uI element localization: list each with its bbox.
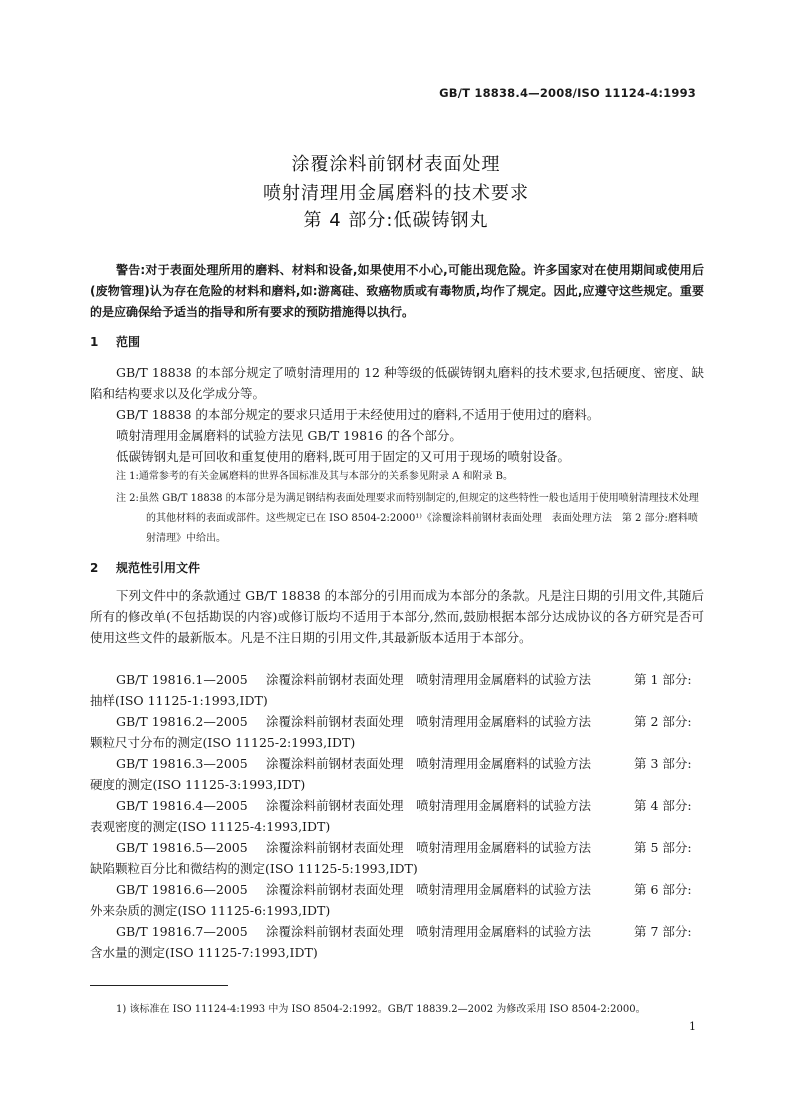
reference-part: 第 2 部分: [634, 714, 692, 729]
reference-part: 第 6 部分: [634, 882, 692, 897]
reference-item [116, 838, 704, 856]
reference-item [116, 880, 704, 898]
reference-subtitle: 颗粒尺寸分布的测定(ISO 11125-2:1993,IDT) [90, 735, 356, 750]
section-2-heading [90, 559, 200, 576]
reference-part: 第 7 部分: [634, 924, 692, 939]
reference-title: 涂覆涂料前钢材表面处理 喷射清理用金属磨料的试验方法 [266, 840, 592, 855]
reference-item [116, 712, 704, 730]
reference-title: 涂覆涂料前钢材表面处理 喷射清理用金属磨料的试验方法 [266, 882, 592, 897]
section-2-number: 2 [90, 561, 99, 575]
scope-note-1: 注 1:通常参考的有关金属磨料的世界各国标准及其与本部分的关系参见附录 A 和附录 B。 [116, 471, 514, 482]
reference-code: GB/T 19816.1—2005 [116, 672, 248, 687]
reference-item [116, 796, 704, 814]
reference-subtitle: 缺陷颗粒百分比和微结构的测定(ISO 11125-5:1993,IDT) [90, 861, 418, 876]
reference-code: GB/T 19816.7—2005 [116, 924, 248, 939]
reference-item [116, 922, 704, 940]
reference-code: GB/T 19816.6—2005 [116, 882, 248, 897]
scope-paragraph-4: 低碳铸钢丸是可回收和重复使用的磨料,既可用于固定的又可用于现场的喷射设备。 [116, 449, 570, 464]
reference-part: 第 4 部分: [634, 798, 692, 813]
reference-item [116, 754, 704, 772]
reference-title: 涂覆涂料前钢材表面处理 喷射清理用金属磨料的试验方法 [266, 798, 592, 813]
reference-code: GB/T 19816.5—2005 [116, 840, 248, 855]
reference-part: 第 5 部分: [634, 840, 692, 855]
section-2-title: 规范性引用文件 [116, 561, 201, 575]
scope-paragraph-2: GB/T 18838 的本部分规定的要求只适用于未经使用过的磨料,不适用于使用过的磨料。 [116, 407, 600, 422]
scope-paragraph-3: 喷射清理用金属磨料的试验方法见 GB/T 19816 的各个部分。 [116, 428, 462, 443]
reference-title: 涂覆涂料前钢材表面处理 喷射清理用金属磨料的试验方法 [266, 714, 592, 729]
reference-code: GB/T 19816.4—2005 [116, 798, 248, 813]
reference-subtitle: 抽样(ISO 11125-1:1993,IDT) [90, 693, 268, 708]
reference-item [116, 670, 704, 688]
scope-note-2: 注 2:虽然 GB/T 18838 的本部分是为满足钢结构表面处理要求而特别制定的,但规定的这些特性一般也适用于使用喷射清理技术处理的其他材料的表面或部件。这些规定已在 ISO 8504-2:2000¹⁾《涂覆涂料前钢材表面处理 表面处理方法 第 2 部分:磨料喷射清理》中给出。 [116, 493, 699, 544]
document-title-line-3: 第 4 部分:低碳铸钢丸 [303, 210, 489, 231]
page-number: 1 [689, 1020, 696, 1033]
reference-code: GB/T 19816.3—2005 [116, 756, 248, 771]
reference-subtitle: 硬度的测定(ISO 11125-3:1993,IDT) [90, 777, 306, 792]
footnote-divider [90, 985, 228, 986]
reference-title: 涂覆涂料前钢材表面处理 喷射清理用金属磨料的试验方法 [266, 672, 592, 687]
footnote-text: 1) 该标准在 ISO 11124-4:1993 中为 ISO 8504-2:1992。GB/T 18839.2—2002 为修改采用 ISO 8504-2:2000。 [116, 1004, 646, 1015]
reference-subtitle: 含水量的测定(ISO 11125-7:1993,IDT) [90, 945, 318, 960]
section-1-heading [90, 333, 140, 350]
section-1-title: 范围 [116, 335, 141, 349]
reference-part: 第 3 部分: [634, 756, 692, 771]
reference-subtitle: 外来杂质的测定(ISO 11125-6:1993,IDT) [90, 903, 331, 918]
reference-title: 涂覆涂料前钢材表面处理 喷射清理用金属磨料的试验方法 [266, 756, 592, 771]
standard-code-header: GB/T 18838.4—2008/ISO 11124-4:1993 [439, 86, 696, 100]
section-1-number: 1 [90, 335, 99, 349]
document-title-line-2: 喷射清理用金属磨料的技术要求 [263, 183, 529, 204]
scope-paragraph-1: GB/T 18838 的本部分规定了喷射清理用的 12 种等级的低碳铸钢丸磨料的技术要求,包括硬度、密度、缺陷和结构要求以及化学成分等。 [90, 365, 704, 401]
reference-title: 涂覆涂料前钢材表面处理 喷射清理用金属磨料的试验方法 [266, 924, 592, 939]
reference-part: 第 1 部分: [634, 672, 692, 687]
reference-subtitle: 表观密度的测定(ISO 11125-4:1993,IDT) [90, 819, 331, 834]
reference-code: GB/T 19816.2—2005 [116, 714, 248, 729]
warning-paragraph: 警告:对于表面处理所用的磨料、材料和设备,如果使用不小心,可能出现危险。许多国家对在使用期间或使用后(废物管理)认为存在危险的材料和磨料,如:游离硅、致癌物质或有毒物质,均作了规定。因此,应遵守这些规定。重要的是应确保给予适当的指导和所有要求的预防措施得以执行。 [90, 263, 704, 319]
normative-references-intro: 下列文件中的条款通过 GB/T 18838 的本部分的引用而成为本部分的条款。凡是注日期的引用文件,其随后所有的修改单(不包括勘误的内容)或修订版均不适用于本部分,然而,鼓励根据本部分达成协议的各方研究是否可使用这些文件的最新版本。凡是不注日期的引用文件,其最新版本适用于本部分。 [90, 588, 704, 645]
document-title-line-1: 涂覆涂料前钢材表面处理 [291, 154, 501, 175]
